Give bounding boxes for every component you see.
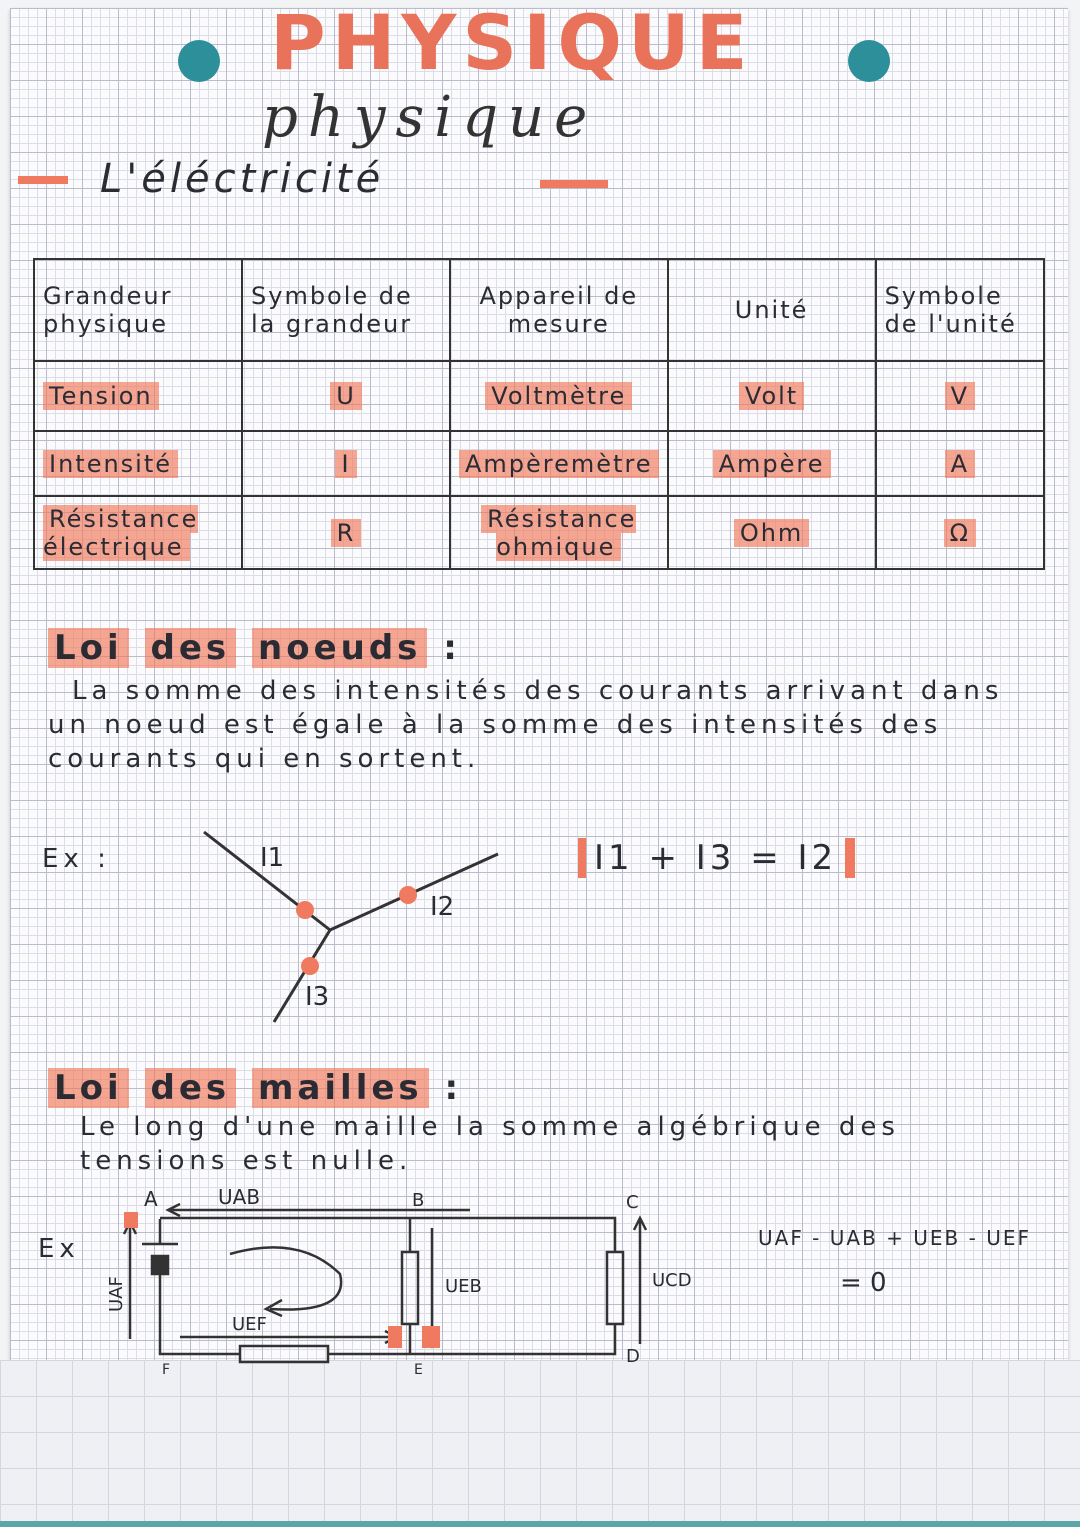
arrow-marker <box>301 957 319 975</box>
teal-dot <box>178 40 220 82</box>
cell: V <box>945 382 975 410</box>
cell: Résistance électrique <box>43 504 199 561</box>
quantities-table <box>33 258 1045 570</box>
table-row <box>34 361 1044 431</box>
table-row <box>34 496 1044 569</box>
noeuds-heading: Loi des noeuds : <box>48 628 461 668</box>
table-row <box>34 431 1044 496</box>
header-cell: Unité <box>668 259 876 361</box>
node-diagram <box>190 820 520 1030</box>
label-i2: I2 <box>430 892 455 922</box>
cell: Ampèremètre <box>459 450 659 478</box>
node-d: D <box>626 1346 640 1367</box>
divider <box>540 180 608 188</box>
mailles-text: Le long d'une maille la somme algébrique des tensions est nulle. <box>80 1112 900 1176</box>
mailles-heading: Loi des mailles : <box>48 1068 462 1108</box>
example-label: Ex <box>38 1234 80 1264</box>
cell: Volt <box>739 382 804 410</box>
node-e: E <box>414 1362 423 1378</box>
header-cell: Symbole de la grandeur <box>242 259 450 361</box>
header-cell: Grandeur physique <box>34 259 242 361</box>
cell: R <box>331 519 362 547</box>
table-header-row <box>34 259 1044 361</box>
cell: A <box>945 450 975 478</box>
node-c: C <box>626 1192 639 1213</box>
header-cell: Symbole de l'unité <box>876 259 1044 361</box>
noeuds-formula: I1 + I3 = I2 <box>578 838 855 878</box>
node-b: B <box>412 1190 425 1211</box>
cell: Voltmètre <box>485 382 632 410</box>
label-i1: I1 <box>260 843 285 873</box>
circuit-diagram <box>100 1184 700 1384</box>
underlying-page <box>0 1360 1080 1527</box>
label-ucd: UCD <box>652 1270 692 1291</box>
label-i3: I3 <box>305 982 330 1012</box>
page-title-script: physique <box>262 85 598 150</box>
label-uaf: UAF <box>106 1276 127 1312</box>
label-ueb: UEB <box>445 1276 482 1297</box>
example-label: Ex : <box>42 844 111 874</box>
cell: Tension <box>43 382 159 410</box>
header-cell: Appareil de mesure <box>450 259 668 361</box>
node-f: F <box>162 1362 171 1378</box>
teal-dot <box>848 40 890 82</box>
label-uef: UEF <box>232 1314 267 1335</box>
label-uab: UAB <box>218 1185 261 1209</box>
divider <box>18 176 68 184</box>
page-title: PHYSIQUE <box>270 0 754 87</box>
section-title: L'éléctricité <box>100 156 385 202</box>
cell: U <box>330 382 362 410</box>
cell: Intensité <box>43 450 178 478</box>
cell: I <box>335 450 356 478</box>
mailles-formula: UAF - UAB + UEB - UEF <box>758 1226 1031 1250</box>
mailles-result: = 0 <box>840 1268 887 1298</box>
cell: Ohm <box>734 519 809 547</box>
node-a: A <box>144 1187 158 1211</box>
cell: Ω <box>944 519 976 547</box>
cell: Résistance ohmique <box>481 505 636 561</box>
cell: Ampère <box>713 450 831 478</box>
arrow-marker <box>399 886 417 904</box>
noeuds-text: La somme des intensités des courants arrivant dans un noeud est égale à la somme des intensités des courants qui en sortent. <box>48 676 1004 774</box>
arrow-marker <box>296 901 314 919</box>
